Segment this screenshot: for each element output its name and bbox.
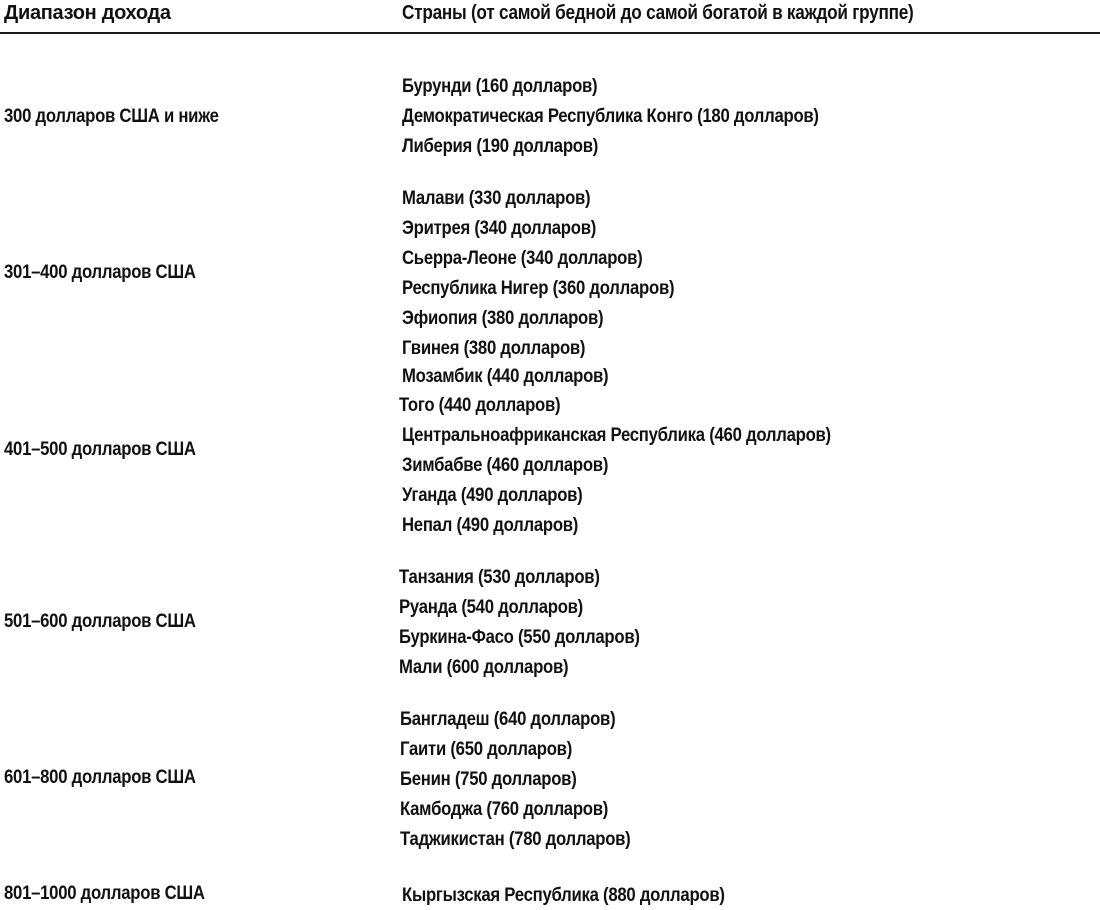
country-item: Того (440 долларов) <box>399 395 561 416</box>
country-item: Демократическая Республика Конго (180 долларов) <box>402 106 819 127</box>
country-item: Бангладеш (640 долларов) <box>400 709 616 730</box>
country-item: Таджикистан (780 долларов) <box>400 829 631 850</box>
country-list <box>402 72 876 162</box>
country-list <box>399 363 889 541</box>
country-item: Руанда (540 долларов) <box>399 597 583 618</box>
country-item: Эритрея (340 долларов) <box>402 218 597 239</box>
country-item: Гаити (650 долларов) <box>400 739 573 760</box>
country-item: Бенин (750 долларов) <box>400 769 577 790</box>
country-item: Гвинея (380 долларов) <box>402 338 586 359</box>
country-item: Кыргызская Республика (880 долларов) <box>402 885 725 906</box>
country-item: Центральноафриканская Республика (460 долларов) <box>402 425 831 446</box>
country-list <box>399 563 672 683</box>
income-range-label: 401–500 долларов США <box>4 439 196 460</box>
country-item: Непал (490 долларов) <box>402 515 579 536</box>
country-item: Уганда (490 долларов) <box>402 485 583 506</box>
country-list <box>402 882 769 910</box>
header-countries: Страны (от самой бедной до самой богатой в каждой группе) <box>402 2 914 24</box>
income-range-label: 801–1000 долларов США <box>4 883 205 904</box>
country-item: Эфиопия (380 долларов) <box>402 308 604 329</box>
country-item: Камбоджа (760 долларов) <box>400 799 609 820</box>
income-range-label: 601–800 долларов США <box>4 767 196 788</box>
country-item: Мозамбик (440 долларов) <box>402 366 609 387</box>
country-item: Мали (600 долларов) <box>399 657 569 678</box>
country-item: Малави (330 долларов) <box>402 188 591 209</box>
income-range-label: 301–400 долларов США <box>4 262 196 283</box>
country-list <box>402 184 711 364</box>
header-income-range: Диапазон дохода <box>4 2 171 24</box>
income-range-label: 300 долларов США и ниже <box>4 106 219 127</box>
table-header <box>0 0 1100 34</box>
country-item: Республика Нигер (360 долларов) <box>402 278 675 299</box>
country-item: Буркина-Фасо (550 долларов) <box>399 627 640 648</box>
country-item: Зимбабве (460 долларов) <box>402 455 609 476</box>
country-item: Танзания (530 долларов) <box>399 567 600 588</box>
country-item: Либерия (190 долларов) <box>402 136 599 157</box>
country-list <box>400 705 662 855</box>
income-range-label: 501–600 долларов США <box>4 611 196 632</box>
country-item: Сьерра-Леоне (340 долларов) <box>402 248 643 269</box>
country-item: Бурунди (160 долларов) <box>402 76 598 97</box>
header-divider <box>0 32 1100 34</box>
